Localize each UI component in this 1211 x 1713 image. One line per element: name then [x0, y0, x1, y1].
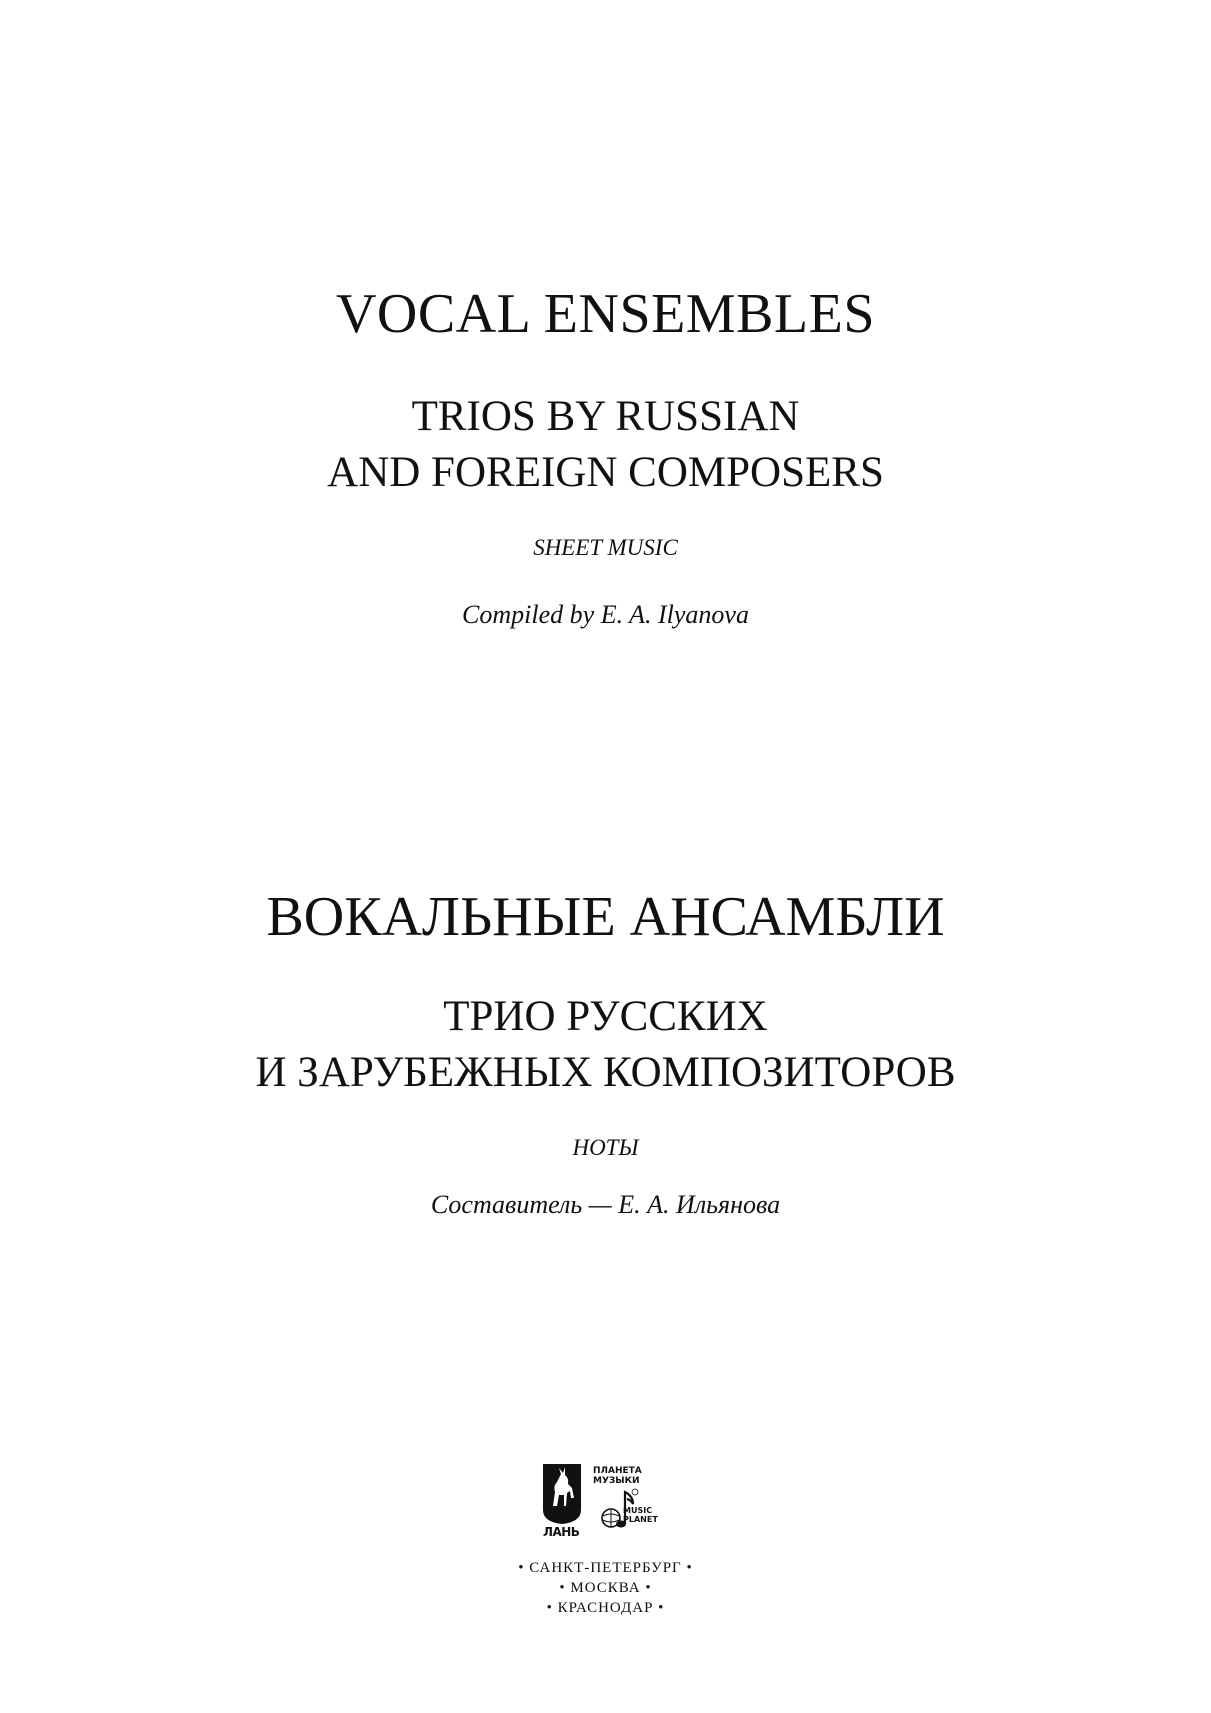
english-subtitle-line2: AND FOREIGN COMPOSERS	[327, 449, 884, 496]
planet-ru-line1: ПЛАНЕТА	[593, 1466, 642, 1476]
city-krasnodar: • КРАСНОДАР •	[546, 1600, 665, 1616]
russian-publication-type: НОТЫ	[572, 1135, 639, 1160]
planet-ru-line2: МУЗЫКИ	[593, 1476, 640, 1486]
english-publication-type: SHEET MUSIC	[533, 535, 678, 560]
planet-music-logo-text	[593, 1466, 642, 1486]
music-planet-logo-text	[623, 1506, 658, 1524]
english-title: VOCAL ENSEMBLES	[335, 283, 875, 345]
city-saint-petersburg: • САНКТ-ПЕТЕРБУРГ •	[518, 1560, 693, 1576]
english-subtitle-line1: TRIOS BY RUSSIAN	[411, 393, 800, 440]
english-compiler: Compiled by E. A. Ilyanova	[462, 600, 749, 629]
publisher-logos	[541, 1462, 681, 1542]
russian-compiler: Составитель — Е. А. Ильянова	[430, 1190, 781, 1219]
lan-logo-text: ЛАНЬ	[543, 1525, 580, 1539]
planet-en-line2: PLANET	[623, 1515, 658, 1524]
russian-subtitle-line2: И ЗАРУБЕЖНЫХ КОМПОЗИТОРОВ	[255, 1049, 956, 1096]
russian-subtitle-line1: ТРИО РУССКИХ	[443, 993, 768, 1040]
city-moscow: • МОСКВА •	[559, 1580, 652, 1596]
russian-title: ВОКАЛЬНЫЕ АНСАМБЛИ	[266, 886, 945, 948]
planet-en-line1: MUSIC	[623, 1506, 653, 1515]
